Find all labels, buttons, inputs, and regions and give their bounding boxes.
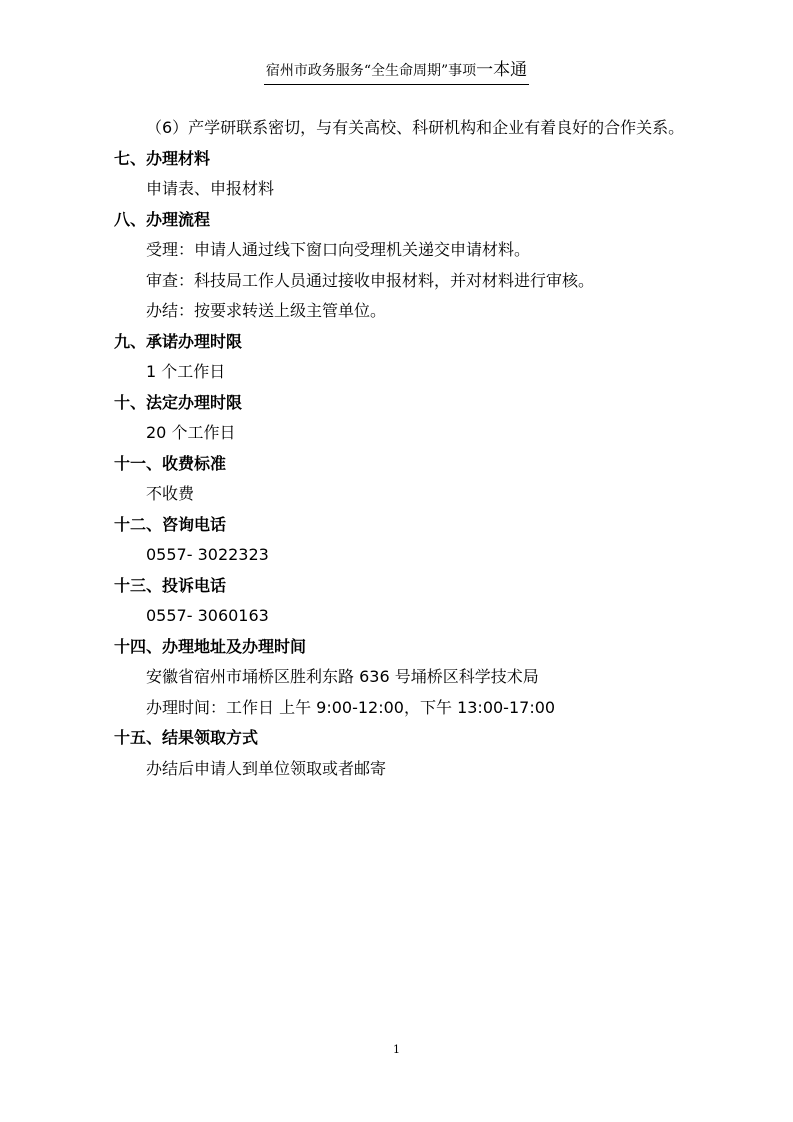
section-line: 审查：科技局工作人员通过接收申报材料，并对材料进行审核。 xyxy=(146,270,595,290)
section-heading: 十二、咨询电话 xyxy=(114,514,227,534)
section-result-collection xyxy=(114,723,694,784)
intro-paragraph: （6）产学研联系密切，与有关高校、科研机构和企业有着良好的合作关系。 xyxy=(146,118,685,137)
page-header xyxy=(0,60,793,85)
header-title-tail: 一本通 xyxy=(476,60,528,80)
section-line: 安徽省宿州市埇桥区胜利东路 636 号埇桥区科学技术局 xyxy=(146,667,539,686)
section-heading: 九、承诺办理时限 xyxy=(114,331,243,351)
section-inquiry-phone xyxy=(114,510,694,571)
document-body xyxy=(114,113,694,784)
section-line: 受理：申请人通过线下窗口向受理机关递交申请材料。 xyxy=(146,240,531,259)
section-line: 0557- 3060163 xyxy=(146,606,269,625)
section-heading: 十五、结果领取方式 xyxy=(114,728,259,747)
section-process xyxy=(114,205,694,327)
section-fees xyxy=(114,449,694,510)
section-line: 不收费 xyxy=(146,484,195,503)
header-title xyxy=(264,60,529,85)
section-heading: 八、办理流程 xyxy=(114,209,211,229)
section-line: 办理时间：工作日 上午 9:00-12:00，下午 13:00-17:00 xyxy=(146,697,556,717)
section-line: 0557- 3022323 xyxy=(146,545,269,564)
section-line: 办结后申请人到单位领取或者邮寄 xyxy=(146,758,387,778)
section-heading: 十一、收费标准 xyxy=(114,453,227,473)
section-address-hours xyxy=(114,632,694,724)
section-materials xyxy=(114,144,694,205)
section-line: 申请表、申报材料 xyxy=(146,179,275,198)
section-line: 20 个工作日 xyxy=(146,423,236,442)
header-title-main: 宿州市政务服务“全生命周期”事项 xyxy=(265,63,477,79)
section-legal-time xyxy=(114,388,694,449)
section-complaint-phone xyxy=(114,571,694,632)
section-heading: 十四、办理地址及办理时间 xyxy=(114,636,307,656)
page-number: 1 xyxy=(393,1043,400,1056)
section-heading: 十、法定办理时限 xyxy=(114,392,243,412)
section-promised-time xyxy=(114,327,694,388)
section-line: 办结：按要求转送上级主管单位。 xyxy=(146,301,387,320)
section-line: 1 个工作日 xyxy=(146,362,226,381)
section-heading: 十三、投诉电话 xyxy=(114,575,227,595)
section-heading: 七、办理材料 xyxy=(114,148,211,168)
